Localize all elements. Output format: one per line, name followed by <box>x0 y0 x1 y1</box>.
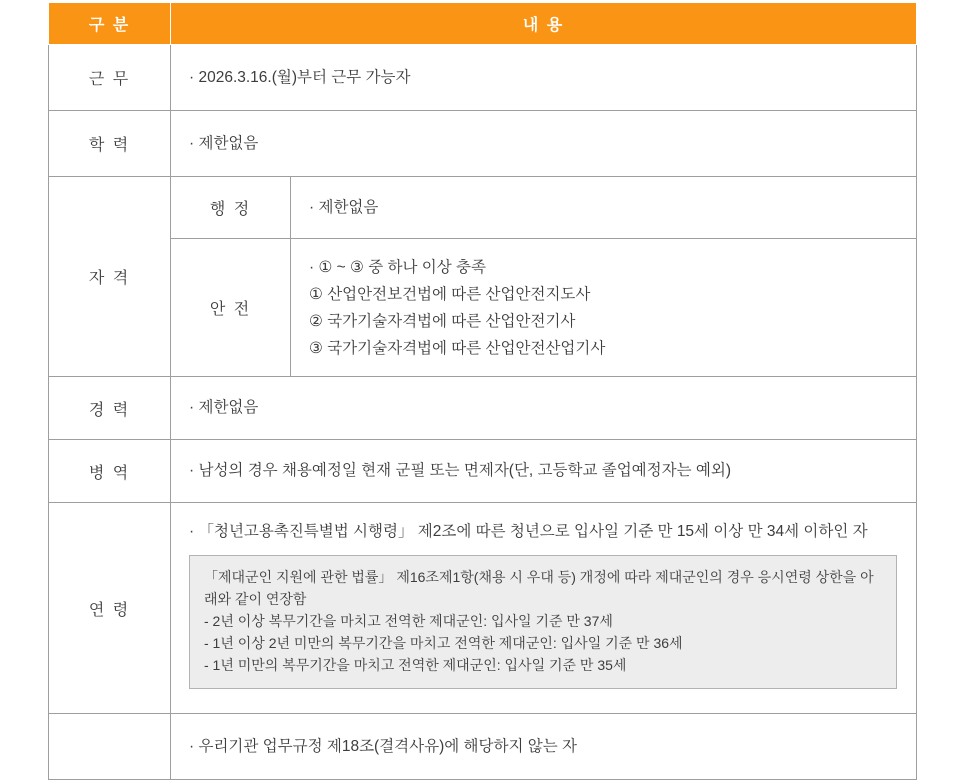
safety-line-1: · ① ~ ③ 중 하나 이상 충족 <box>309 258 486 276</box>
row-qualification-safety <box>49 239 917 377</box>
row-education-content: · 제한없음 <box>171 111 917 177</box>
row-qualification-admin <box>49 177 917 239</box>
row-safety-label: 안 전 <box>171 239 291 377</box>
note-item-2: - 1년 이상 2년 미만의 복무기간을 마치고 전역한 제대군인: 입사일 기준 만 36세 <box>204 635 683 651</box>
note-item-1: - 2년 이상 복무기간을 마치고 전역한 제대군인: 입사일 기준 만 37세 <box>204 613 613 629</box>
safety-line-3: ② 국가기술자격법에 따른 산업안전기사 <box>309 312 576 330</box>
safety-line-2: ① 산업안전보건법에 따른 산업안전지도사 <box>309 285 591 303</box>
veteran-age-note-box <box>189 555 897 689</box>
table-header-row <box>49 3 917 45</box>
row-education <box>49 111 917 177</box>
row-military-content: · 남성의 경우 채용예정일 현재 군필 또는 면제자(단, 고등학교 졸업예정자는 예외) <box>171 440 917 503</box>
row-career-content: · 제한없음 <box>171 377 917 440</box>
safety-line-4: ③ 국가기술자격법에 따른 산업안전산업기사 <box>309 339 606 357</box>
row-career-label: 경 력 <box>49 377 171 440</box>
requirements-table <box>48 2 917 780</box>
requirements-table-container <box>48 2 916 780</box>
row-military-label: 병 역 <box>49 440 171 503</box>
row-disqualification <box>49 714 917 780</box>
row-age <box>49 503 917 714</box>
safety-requirement-lines <box>309 254 898 362</box>
row-education-label: 학 력 <box>49 111 171 177</box>
note-intro: 「제대군인 지원에 관한 법률」 제16조제1항(채용 시 우대 등) 개정에 따라 제대군인의 경우 응시연령 상한을 아래와 같이 연장함 <box>204 569 874 607</box>
row-work <box>49 45 917 111</box>
row-qualification-label: 자 격 <box>49 177 171 377</box>
row-military <box>49 440 917 503</box>
header-category: 구 분 <box>49 3 171 45</box>
row-safety-content <box>291 239 917 377</box>
row-disqualification-content: · 우리기관 업무규정 제18조(결격사유)에 해당하지 않는 자 <box>171 714 917 780</box>
note-item-3: - 1년 미만의 복무기간을 마치고 전역한 제대군인: 입사일 기준 만 35세 <box>204 657 627 673</box>
row-age-label: 연 령 <box>49 503 171 714</box>
row-admin-label: 행 정 <box>171 177 291 239</box>
row-work-label: 근 무 <box>49 45 171 111</box>
row-career <box>49 377 917 440</box>
age-main-line: · 「청년고용촉진특별법 시행령」 제2조에 따른 청년으로 입사일 기준 만 15세 이상 만 34세 이하인 자 <box>189 523 868 540</box>
header-content: 내 용 <box>171 3 917 45</box>
row-work-content: · 2026.3.16.(월)부터 근무 가능자 <box>171 45 917 111</box>
row-admin-content: · 제한없음 <box>291 177 917 239</box>
row-age-content <box>171 503 917 714</box>
row-disqualification-label <box>49 714 171 780</box>
